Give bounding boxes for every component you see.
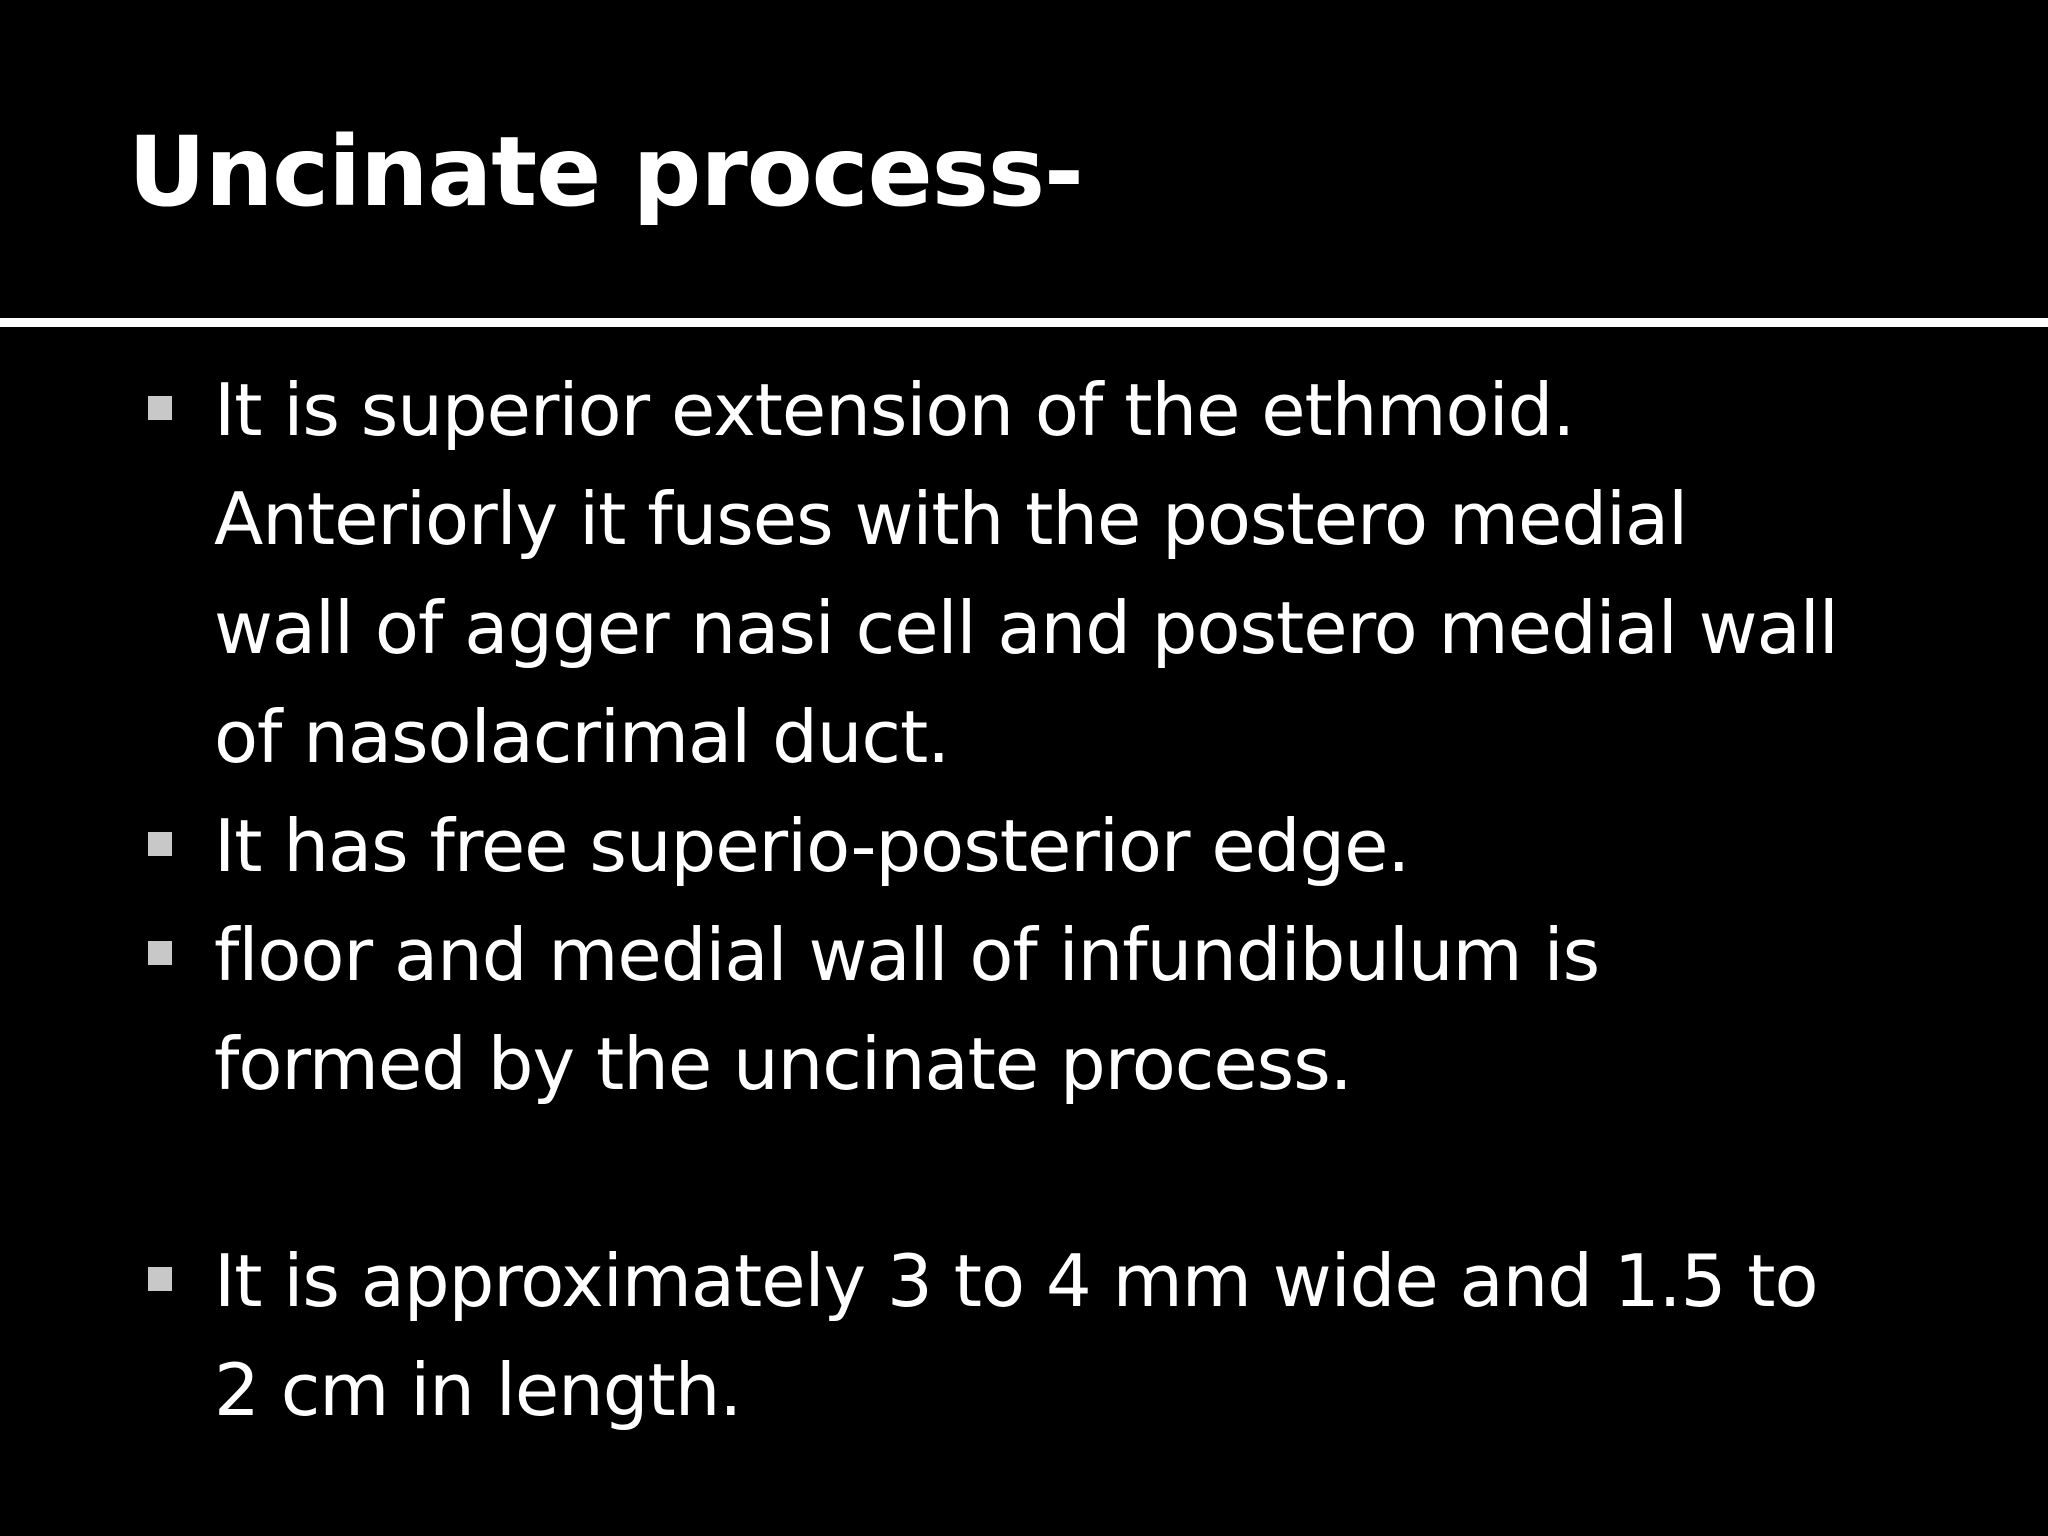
title-divider: [0, 318, 2048, 327]
bullet-list: [140, 356, 1930, 1445]
bullet-text-line: It is approximately 3 to 4 mm wide and 1.5 to: [214, 1239, 1818, 1323]
bullet-text-line: It has free superio-posterior edge.: [214, 804, 1410, 888]
square-bullet-icon: [148, 832, 172, 856]
bullet-text-line: floor and medial wall of infundibulum is: [214, 913, 1600, 997]
bullet-text-line: of nasolacrimal duct.: [214, 695, 950, 779]
bullet-text-line: 2 cm in length.: [214, 1348, 742, 1432]
square-bullet-icon: [148, 941, 172, 965]
bullet-text-line: It is superior extension of the ethmoid.: [214, 368, 1575, 452]
bullet-item: [140, 901, 1930, 1119]
slide-title: Uncinate process-: [128, 116, 1083, 228]
bullet-item: [140, 356, 1930, 792]
bullet-text-line: Anteriorly it fuses with the postero medial: [214, 477, 1688, 561]
bullet-item: [140, 792, 1930, 901]
bullet-text-line: formed by the uncinate process.: [214, 1022, 1352, 1106]
square-bullet-icon: [148, 396, 172, 420]
bullet-text-line: wall of agger nasi cell and postero medial wall: [214, 586, 1838, 670]
square-bullet-icon: [148, 1267, 172, 1291]
bullet-item: [140, 1227, 1930, 1445]
